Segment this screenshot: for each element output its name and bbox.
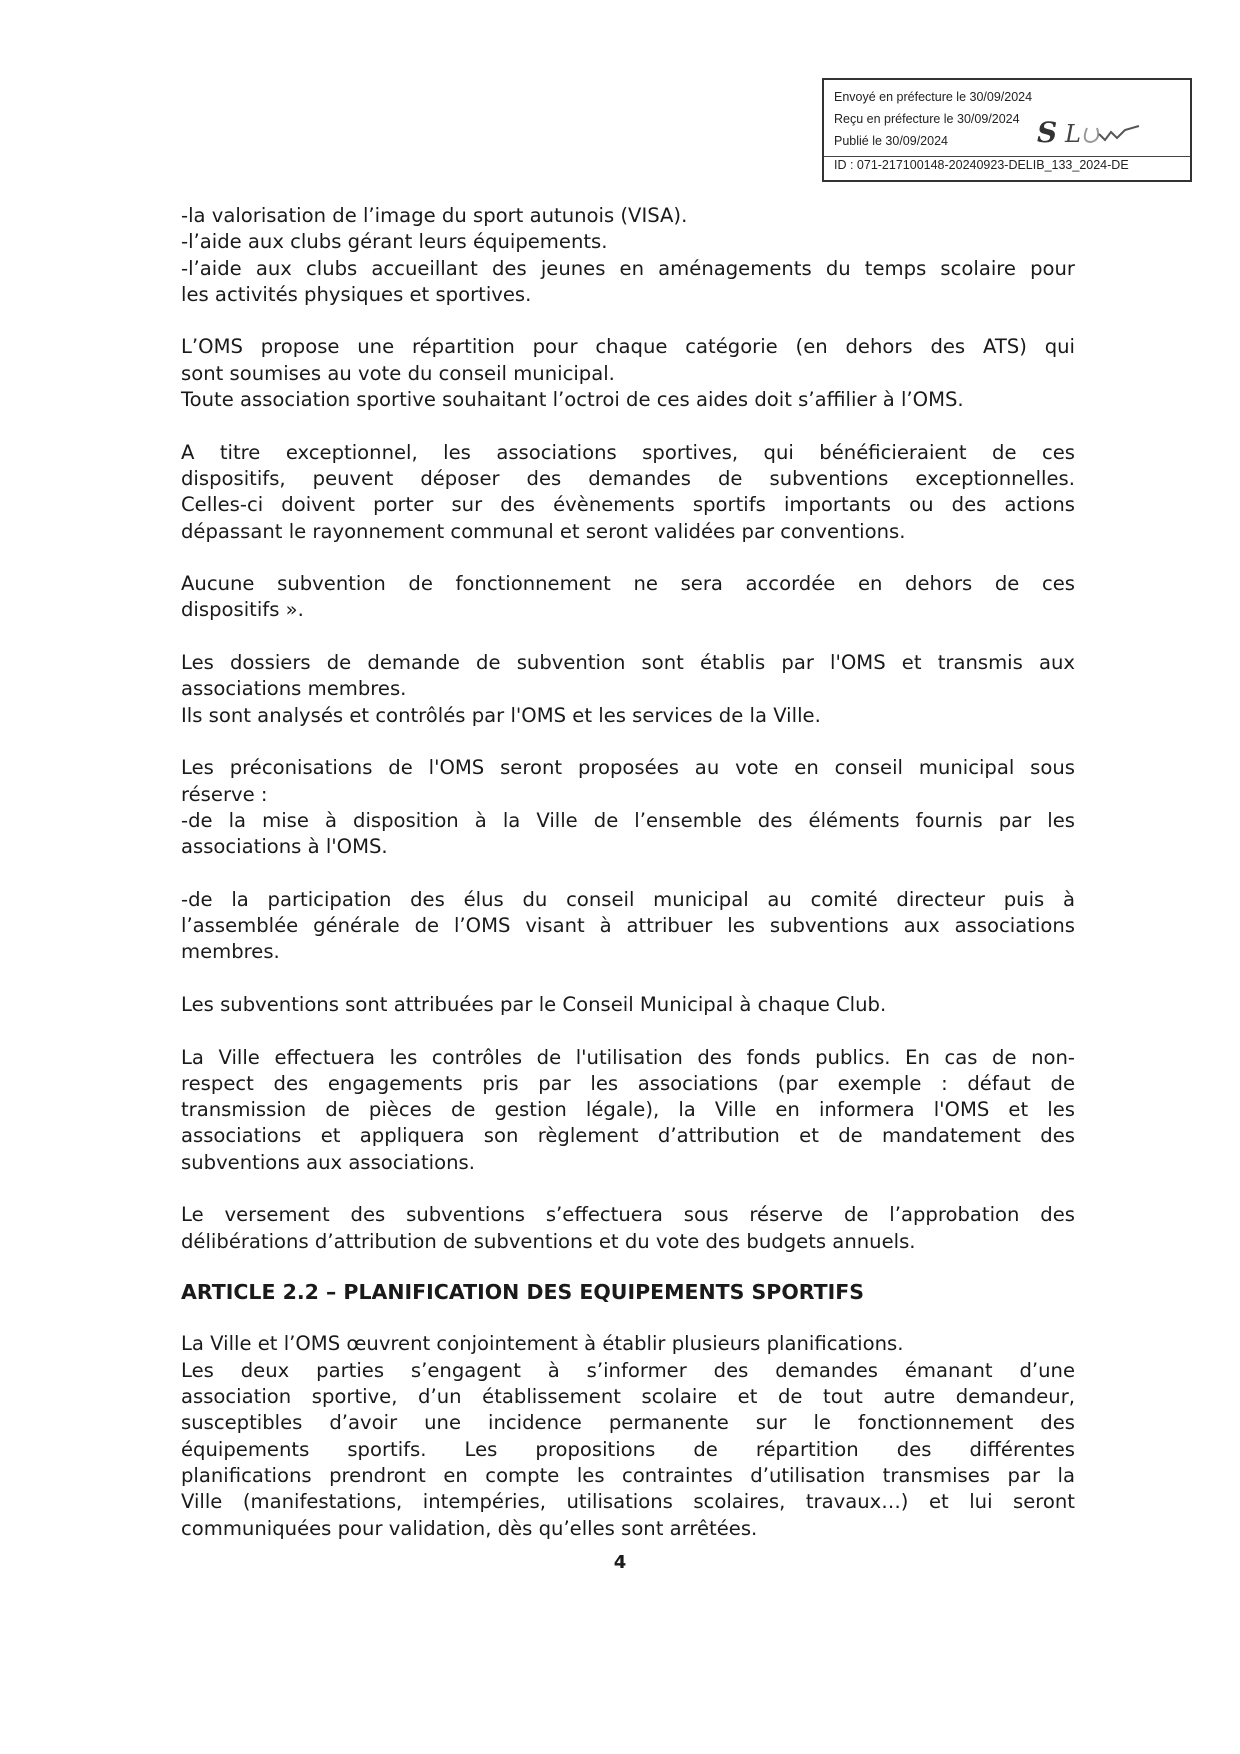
text-line: A titre exceptionnel, les associations sportives, qui bénéficieraient de ces bbox=[181, 440, 1075, 464]
text-line: délibérations d’attribution de subventions et du vote des budgets annuels. bbox=[181, 1229, 916, 1253]
text-line: La Ville et l’OMS œuvrent conjointement à établir plusieurs planifications. bbox=[181, 1332, 904, 1356]
paragraph bbox=[181, 887, 1075, 966]
text-line: Les subventions sont attribuées par le Conseil Municipal à chaque Club. bbox=[181, 992, 887, 1016]
svg-text:S: S bbox=[1037, 116, 1058, 149]
text-line: dispositifs, peuvent déposer des demandes de subventions exceptionnelles. bbox=[181, 466, 1075, 490]
text-line: respect des engagements pris par les associations (par exemple : défaut de bbox=[181, 1071, 1075, 1095]
text-line: -l’aide aux clubs accueillant des jeunes en aménagements du temps scolaire pour bbox=[181, 256, 1075, 280]
text-line: -de la mise à disposition à la Ville de l’ensemble des éléments fournis par les bbox=[181, 808, 1075, 832]
stamp-sent: Envoyé en préfecture le 30/09/2024 bbox=[834, 90, 1033, 104]
text-line: Le versement des subventions s’effectuera sous réserve de l’approbation des bbox=[181, 1203, 1075, 1227]
text-line: communiquées pour validation, dès qu’elles sont arrêtées. bbox=[181, 1516, 758, 1540]
paragraph bbox=[181, 203, 1075, 308]
paragraphs-after bbox=[181, 1331, 1075, 1541]
text-line: -la valorisation de l’image du sport autunois (VISA). bbox=[181, 204, 688, 227]
text-line: équipements sportifs. Les propositions de répartition des différentes bbox=[181, 1437, 1075, 1461]
article-heading: ARTICLE 2.2 – PLANIFICATION DES EQUIPEMENTS SPORTIFS bbox=[181, 1280, 865, 1305]
text-line: association sportive, d’un établissement scolaire et de tout autre demandeur, bbox=[181, 1385, 1075, 1409]
stamp-id: ID : 071-217100148-20240923-DELIB_133_2024-DE bbox=[834, 158, 1129, 172]
text-line: Ville (manifestations, intempéries, utilisations scolaires, travaux…) et lui seront bbox=[181, 1490, 1075, 1514]
text-line: membres. bbox=[181, 940, 280, 964]
text-line: subventions aux associations. bbox=[181, 1150, 475, 1174]
text-line: dépassant le rayonnement communal et seront validées par conventions. bbox=[181, 519, 906, 543]
text-line: associations à l'OMS. bbox=[181, 835, 388, 859]
text-line: Les préconisations de l'OMS seront proposées au vote en conseil municipal sous bbox=[181, 756, 1075, 780]
text-line: Ils sont analysés et contrôlés par l'OMS et les services de la Ville. bbox=[181, 703, 821, 727]
paragraph bbox=[181, 1331, 1075, 1541]
paragraph bbox=[181, 1202, 1075, 1255]
text-line: associations membres. bbox=[181, 677, 407, 701]
text-line: réserve : bbox=[181, 782, 268, 806]
text-line: les activités physiques et sportives. bbox=[181, 282, 532, 306]
paragraph bbox=[181, 992, 1075, 1018]
text-line: transmission de pièces de gestion légale), la Ville en informera l'OMS et les bbox=[181, 1098, 1075, 1122]
paragraph bbox=[181, 755, 1075, 860]
text-line: dispositifs ». bbox=[181, 598, 304, 622]
text-line: Aucune subvention de fonctionnement ne sera accordée en dehors de ces bbox=[181, 572, 1075, 596]
page-number: 4 bbox=[613, 1552, 627, 1573]
signature bbox=[1035, 112, 1150, 152]
paragraph bbox=[181, 650, 1075, 729]
text-line: Les dossiers de demande de subvention sont établis par l'OMS et transmis aux bbox=[181, 651, 1075, 675]
paragraph bbox=[181, 334, 1075, 413]
text-line: -de la participation des élus du conseil municipal au comité directeur puis à bbox=[181, 887, 1075, 911]
text-line: -l’aide aux clubs gérant leurs équipements. bbox=[181, 230, 608, 254]
text-line: L’OMS propose une répartition pour chaque catégorie (en dehors des ATS) qui bbox=[181, 335, 1075, 359]
paragraphs-before bbox=[181, 203, 1075, 1255]
text-line: associations et appliquera son règlement d’attribution et de mandatement des bbox=[181, 1124, 1075, 1148]
stamp-received: Reçu en préfecture le 30/09/2024 bbox=[834, 112, 1020, 126]
text-line: sont soumises au vote du conseil municipal. bbox=[181, 361, 615, 385]
document-body bbox=[181, 203, 1075, 1568]
text-line: planifications prendront en compte les contraintes d’utilisation transmises par la bbox=[181, 1463, 1075, 1487]
text-line: Celles-ci doivent porter sur des évènements sportifs importants ou des actions bbox=[181, 493, 1075, 517]
paragraph bbox=[181, 571, 1075, 624]
stamp-published: Publié le 30/09/2024 bbox=[834, 134, 948, 148]
text-line: susceptibles d’avoir une incidence permanente sur le fonctionnement des bbox=[181, 1411, 1075, 1435]
text-line: Toute association sportive souhaitant l’octroi de ces aides doit s’affilier à l’OMS. bbox=[181, 388, 964, 412]
text-line: l’assemblée générale de l’OMS visant à attribuer les subventions aux associations bbox=[181, 914, 1075, 938]
paragraph bbox=[181, 440, 1075, 545]
svg-text:L: L bbox=[1065, 120, 1081, 148]
text-line: La Ville effectuera les contrôles de l'utilisation des fonds publics. En cas de non- bbox=[181, 1045, 1075, 1069]
text-line: Les deux parties s’engagent à s’informer des demandes émanant d’une bbox=[181, 1358, 1075, 1382]
paragraph bbox=[181, 1045, 1075, 1176]
